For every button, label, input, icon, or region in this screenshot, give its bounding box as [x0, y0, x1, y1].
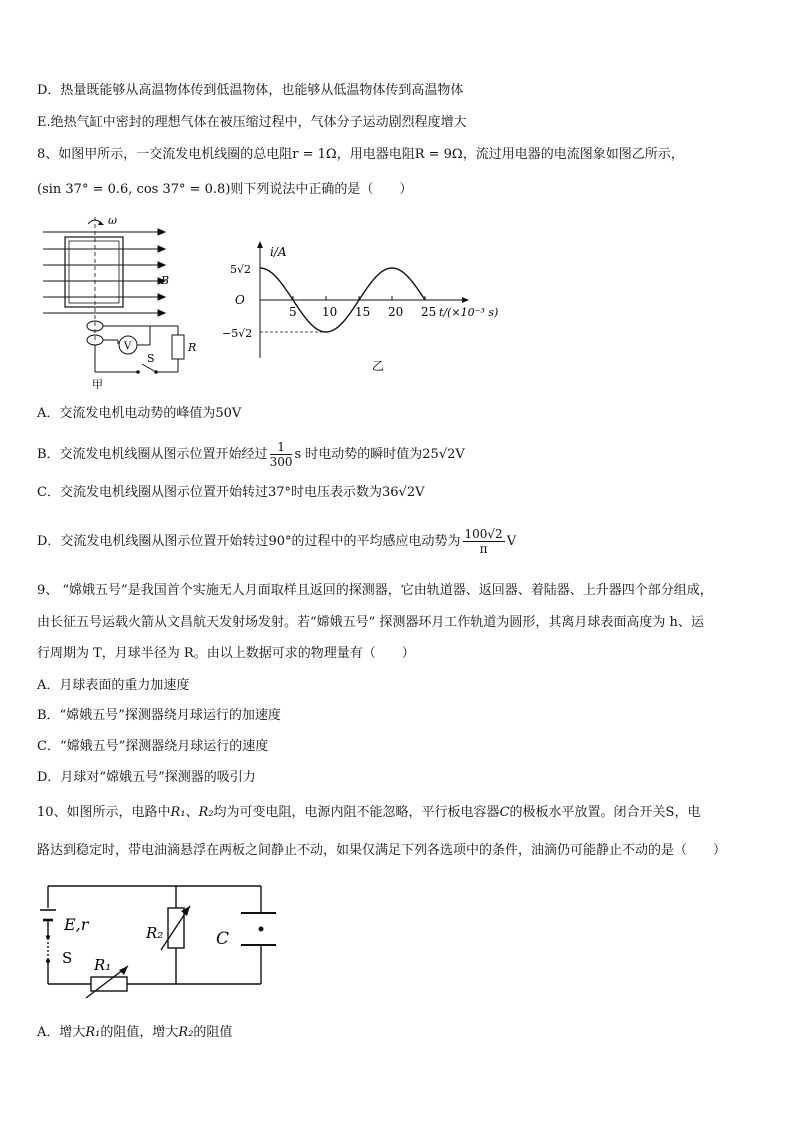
figure-jia-caption: 甲	[92, 378, 103, 391]
option-c-q8	[37, 484, 425, 502]
q10-switch: S	[665, 805, 675, 820]
resistor-label: R	[188, 341, 197, 354]
y-axis-label: i/A	[270, 245, 287, 259]
figure-q10-circuit	[36, 878, 276, 1008]
b8-fraction	[270, 440, 293, 469]
capacitor-label: C	[216, 929, 230, 949]
c8-angle: 37°	[267, 485, 291, 500]
question-9-line-2: 由长征五号运载火箭从文昌航天发射场发射。若“嫦娥五号” 探测器环月工作轨道为圆形，其离月球表面高度为 h、运	[37, 615, 704, 630]
d8-angle: 90°	[268, 534, 292, 549]
x-tick-label: 15	[355, 305, 371, 319]
option-d-q8	[37, 524, 516, 560]
omega-label: ω	[108, 214, 117, 227]
q8-text-3: ，流过用电器的电流图象如图乙所示，	[462, 147, 684, 162]
option-c-q9: C．“嫦娥五号”探测器绕月球运行的速度	[37, 739, 269, 754]
q8-r-value: r = 1Ω	[292, 147, 337, 162]
option-e-q7: E.绝热气缸中密封的理想气体在被压缩过程中，气体分子运动剧烈程度增大	[37, 115, 467, 130]
b8-value: 25√2V	[422, 447, 465, 462]
option-b-q8	[37, 440, 465, 469]
option-a-q10	[37, 1024, 232, 1042]
y-tick-negative: −5√2	[222, 327, 253, 340]
a10-text-1: A．增大	[37, 1025, 86, 1040]
switch-s-label: S	[62, 949, 73, 967]
x-tick-label: 10	[322, 305, 338, 319]
q8-text-4: 则下列说法中正确的是（ ）	[230, 182, 413, 197]
a10-r1: R₁	[85, 1025, 101, 1040]
option-a-q8	[37, 405, 241, 423]
figure-jia-generator	[38, 212, 198, 392]
d8-fraction	[463, 527, 505, 556]
a10-text-3: 的阻值	[193, 1025, 233, 1040]
q8-text-2: ，用电器电阻	[336, 147, 415, 162]
q8-R-value: R = 9Ω	[414, 147, 463, 162]
b-field-label: B	[161, 274, 170, 287]
c8-text-2: 时电压表示数为	[291, 485, 383, 500]
d8-text-1: D．交流发电机线圈从图示位置开始转过	[37, 534, 269, 549]
q10-capacitor: C	[499, 805, 510, 820]
option-b-q9: B．“嫦娥五号”探测器绕月球运行的加速度	[37, 708, 281, 723]
question-8-stem	[37, 146, 684, 164]
question-10-line-2: 路达到稳定时，带电油滴悬浮在两板之间静止不动，如果仅满足下列各选项中的条件，油滴仍可能静止不动的是（ ）	[37, 843, 727, 858]
figure-yi-current-graph	[222, 240, 512, 375]
x-tick-label: 5	[289, 305, 297, 319]
source-label: E,r	[64, 915, 89, 934]
d8-text-2: 的过程中的平均感应电动势为	[291, 534, 461, 549]
question-10-line-1	[37, 804, 700, 822]
r2-label: R₂	[146, 924, 164, 942]
b8-numerator: 1	[270, 440, 293, 455]
switch-label: S	[147, 352, 155, 365]
origin-label: O	[235, 293, 245, 307]
q10-text-4: ，电	[674, 805, 701, 820]
question-8-stem-2	[37, 181, 412, 199]
option-a-q9: A．月球表面的重力加速度	[37, 678, 190, 693]
y-tick-positive: 5√2	[230, 263, 252, 276]
q10-text-2: 均为可变电阻，电源内阻不能忽略，平行板电容器	[213, 805, 500, 820]
d8-unit: V	[506, 534, 517, 549]
option-d-q9: D．月球对“嫦娥五号”探测器的吸引力	[37, 770, 256, 785]
question-9-line-3: 行周期为 T，月球半径为 R。由以上数据可求的物理量有（ ）	[37, 646, 415, 661]
option-d-q7: D．热量既能够从高温物体传到低温物体，也能够从低温物体传到高温物体	[37, 83, 464, 98]
q10-r1-r2: R₁、R₂	[170, 805, 214, 820]
q8-sin-cos: (sin 37° = 0.6, cos 37° = 0.8)	[37, 182, 231, 197]
a8-value: 50V	[215, 406, 242, 421]
b8-text-2: s 时电动势的瞬时值为	[294, 447, 423, 462]
d8-denominator: π	[479, 542, 488, 556]
b8-denominator: 300	[269, 455, 293, 469]
b8-text-1: B．交流发电机线圈从图示位置开始经过	[37, 447, 268, 462]
c8-text-1: C．交流发电机线圈从图示位置开始转过	[37, 485, 268, 500]
q10-text-3: 的极板水平放置。闭合开关	[509, 805, 666, 820]
c8-value: 36√2V	[382, 485, 425, 500]
a10-r2: R₂	[178, 1025, 194, 1040]
figure-yi-caption: 乙	[372, 359, 385, 373]
q8-text-1: 8、如图甲所示，一交流发电机线圈的总电阻	[37, 147, 293, 162]
x-axis-arrow	[462, 297, 469, 303]
a8-text: A．交流发电机电动势的峰值为	[37, 406, 216, 421]
question-9-line-1: 9、 “嫦娥五号”是我国首个实施无人月面取样且返回的探测器，它由轨道器、返回器、着陆器、上升器四个部分组成，	[37, 583, 713, 598]
r1-label: R₁	[94, 956, 112, 974]
q10-text-1: 10、如图所示，电路中	[37, 805, 171, 820]
voltmeter-label: V	[124, 341, 132, 352]
y-axis-arrow	[257, 241, 263, 248]
x-tick-label: 20	[388, 305, 404, 319]
x-tick-label: 25	[421, 305, 437, 319]
d8-numerator: 100√2	[464, 527, 503, 541]
a10-text-2: 的阻值，增大	[100, 1025, 179, 1040]
x-axis-label: t/(×10⁻³ s)	[439, 306, 499, 319]
